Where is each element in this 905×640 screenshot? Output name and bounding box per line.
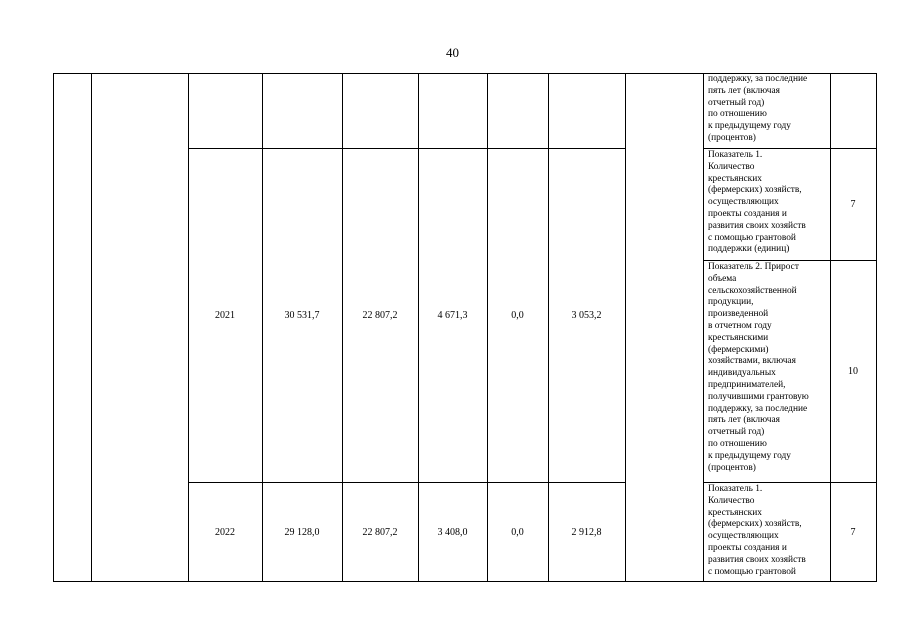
cell-local: 0,0 xyxy=(511,526,524,538)
indicator-text: Показатель 1. Количество крестьянских (фермерских) хозяйств, осуществляющих проекты создания и развития своих хозяйств с помощью грантовой поддержки (единиц) xyxy=(708,150,806,255)
cell-other: 2 912,8 xyxy=(571,526,602,538)
cell-federal: 22 807,2 xyxy=(362,526,398,538)
cell-regional: 3 408,0 xyxy=(437,526,468,538)
indicator-text: Показатель 1. Количество крестьянских (фермерских) хозяйств, осуществляющих проекты создания и развития своих хозяйств с помощью грантовой xyxy=(708,484,806,577)
column-border xyxy=(91,73,92,582)
cell-total: 29 128,0 xyxy=(284,526,320,538)
page-number: 40 xyxy=(446,45,459,60)
indicator-value: 7 xyxy=(850,199,856,210)
indicator-value: 7 xyxy=(850,526,856,538)
cell-year: 2022 xyxy=(215,526,235,538)
cell-regional: 4 671,3 xyxy=(437,310,468,321)
cell-total: 30 531,7 xyxy=(284,310,320,321)
table-bottom-border xyxy=(53,581,876,582)
cell-other: 3 053,2 xyxy=(571,310,602,321)
cell-local: 0,0 xyxy=(511,310,524,321)
cell-federal: 22 807,2 xyxy=(362,310,398,321)
indicator-text-continued: поддержку, за последние пять лет (включая отчетный год) по отношению к предыдущему году (процентов) xyxy=(708,74,808,143)
column-border xyxy=(876,73,877,582)
column-border xyxy=(53,73,54,582)
column-border xyxy=(625,73,626,582)
indicator-text: Показатель 2. Прирост объема сельскохозяйственной продукции, произведенной в отчетном году крестьянскими (фермерскими) хозяйствами, включая индивидуальных предпринимателей, получившими грантовую поддержку, за последние пять лет (включая отчетный год) по отношению к предыдущему году (процентов) xyxy=(708,262,809,473)
indicator-value: 10 xyxy=(848,366,858,377)
cell-year: 2021 xyxy=(215,310,235,321)
column-border xyxy=(703,73,704,582)
